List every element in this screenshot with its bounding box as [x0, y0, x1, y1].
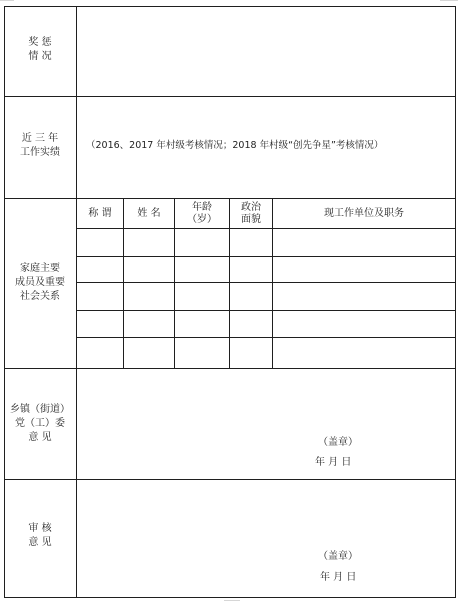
township-label-line2: 党（工）委 — [15, 418, 65, 429]
family-header-age-line1: 年龄 — [192, 202, 212, 213]
family-cell-name[interactable] — [124, 283, 174, 310]
table-border-top — [4, 6, 456, 7]
family-cell-age[interactable] — [175, 338, 229, 368]
family-cell-political[interactable] — [230, 257, 272, 282]
family-cell-job[interactable] — [273, 338, 455, 368]
township-date: 年 月 日 — [315, 457, 352, 468]
review-label — [4, 522, 76, 550]
review-seal: （盖章） — [318, 551, 358, 562]
section-divider — [4, 198, 456, 199]
family-cell-job[interactable] — [273, 257, 455, 282]
family-header-political-line2: 面貌 — [241, 214, 261, 225]
family-header-political — [230, 202, 272, 226]
family-cell-relation[interactable] — [77, 338, 123, 368]
family-cell-political[interactable] — [230, 311, 272, 337]
family-cell-political[interactable] — [230, 283, 272, 310]
rewards-label — [4, 36, 76, 64]
rewards-field[interactable] — [78, 8, 454, 95]
rewards-label-line1: 奖 惩 — [28, 37, 52, 48]
family-cell-name[interactable] — [124, 311, 174, 337]
performance-label-line2: 工作实绩 — [20, 147, 60, 158]
family-label-line3: 社会关系 — [20, 291, 60, 302]
family-header-name: 姓 名 — [137, 208, 161, 219]
page-corner-mark-top-left — [0, 0, 14, 1]
page-corner-mark-bottom — [224, 600, 240, 601]
family-cell-relation[interactable] — [77, 229, 123, 256]
performance-note: （2016、2017 年村级考核情况；2018 年村级“创先争星”考核情况） — [86, 140, 384, 151]
review-label-line2: 意 见 — [28, 537, 52, 548]
section-divider — [4, 479, 456, 480]
family-header-relation: 称 谓 — [88, 208, 112, 219]
family-cell-relation[interactable] — [77, 283, 123, 310]
family-cell-job[interactable] — [273, 283, 455, 310]
township-label-line3: 意 见 — [28, 432, 52, 443]
family-cell-job[interactable] — [273, 311, 455, 337]
township-label — [4, 403, 76, 445]
rewards-label-line2: 情 况 — [28, 51, 52, 62]
family-cell-age[interactable] — [175, 311, 229, 337]
family-cell-age[interactable] — [175, 229, 229, 256]
performance-label — [4, 132, 76, 160]
review-date: 年 月 日 — [320, 572, 357, 583]
family-cell-name[interactable] — [124, 338, 174, 368]
family-label-line2: 成员及重要 — [15, 277, 65, 288]
table-border-bottom — [4, 597, 456, 598]
performance-label-line1: 近 三 年 — [21, 133, 59, 144]
family-cell-relation[interactable] — [77, 311, 123, 337]
section-divider — [4, 96, 456, 97]
family-cell-name[interactable] — [124, 257, 174, 282]
family-cell-age[interactable] — [175, 257, 229, 282]
family-header-job: 现工作单位及职务 — [324, 208, 404, 219]
township-label-line1: 乡镇（街道） — [10, 404, 70, 415]
page-corner-mark-top-right — [440, 0, 458, 1]
township-seal: （盖章） — [318, 437, 358, 448]
family-cell-relation[interactable] — [77, 257, 123, 282]
family-cell-political[interactable] — [230, 229, 272, 256]
township-field[interactable] — [78, 370, 454, 478]
family-header-age — [175, 202, 229, 226]
family-label-line1: 家庭主要 — [20, 263, 60, 274]
family-header-political-line1: 政治 — [241, 202, 261, 213]
review-field[interactable] — [78, 481, 454, 596]
family-label — [4, 262, 76, 304]
family-cell-age[interactable] — [175, 283, 229, 310]
section-divider — [4, 368, 456, 369]
review-label-line1: 审 核 — [28, 523, 52, 534]
table-border-right — [455, 6, 456, 598]
family-cell-political[interactable] — [230, 338, 272, 368]
family-header-age-line2: （岁） — [187, 214, 217, 225]
family-cell-name[interactable] — [124, 229, 174, 256]
family-cell-job[interactable] — [273, 229, 455, 256]
